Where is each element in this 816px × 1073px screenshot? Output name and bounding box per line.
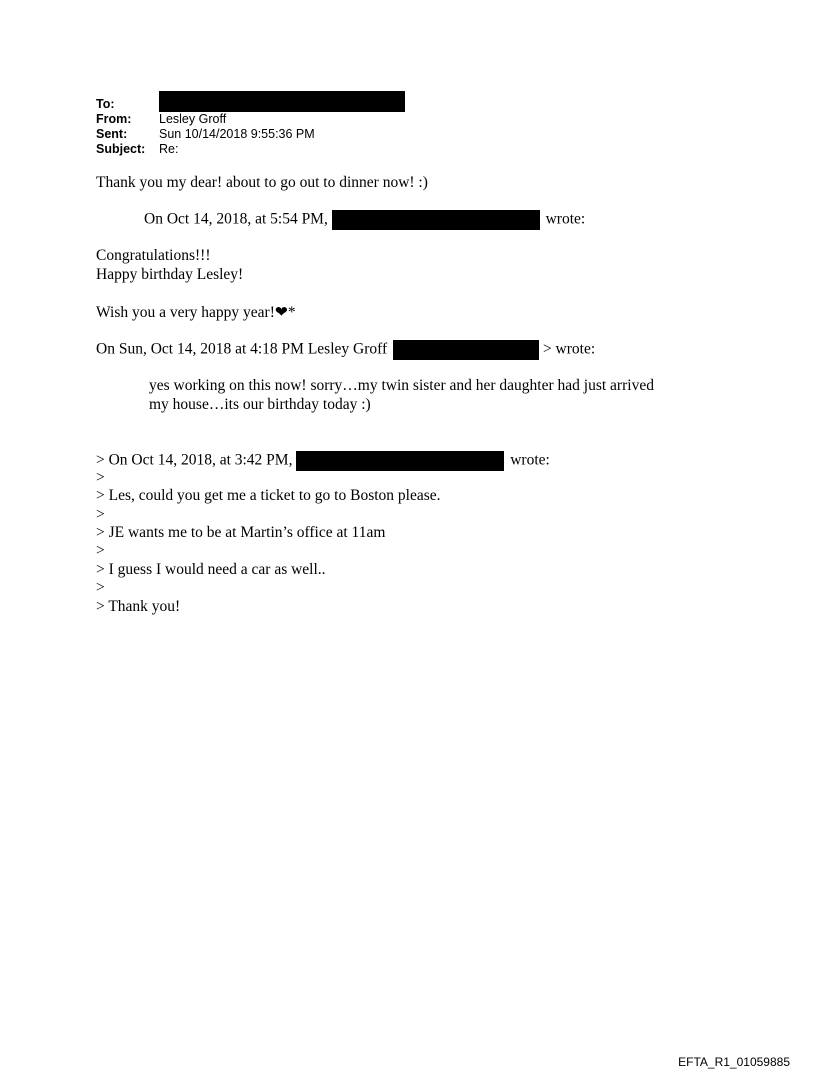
from-row (96, 112, 405, 127)
quote-header-2 (96, 340, 595, 360)
gt-line-4: > (96, 579, 105, 596)
wish-line: Wish you a very happy year!❤* (96, 304, 296, 321)
congrats-line: Congratulations!!! (96, 247, 211, 264)
quote3-prefix: > On Oct 14, 2018, at 3:42 PM, (96, 451, 293, 469)
redaction-to (159, 91, 405, 112)
from-label: From: (96, 112, 132, 126)
redaction-quote3 (296, 451, 504, 471)
email-header (96, 97, 405, 157)
orig-line-3: > I guess I would need a car as well.. (96, 561, 326, 578)
orig-line-2: > JE wants me to be at Martin’s office at 11am (96, 524, 386, 541)
gt-line-1: > (96, 469, 105, 486)
sent-row (96, 127, 405, 142)
gt-line-3: > (96, 542, 105, 559)
subject-row (96, 142, 405, 157)
orig-line-4: > Thank you! (96, 598, 181, 615)
groff-line-1: yes working on this now! sorry…my twin sister and her daughter had just arrived (149, 377, 654, 394)
quote-header-1 (144, 210, 585, 230)
redaction-quote2 (393, 340, 539, 360)
sent-label: Sent: (96, 127, 128, 141)
quote1-suffix: wrote: (545, 210, 586, 228)
document-id: EFTA_R1_01059885 (678, 1055, 790, 1069)
groff-line-2: my house…its our birthday today :) (149, 396, 371, 413)
reply-text: Thank you my dear! about to go out to dinner now! :) (96, 174, 428, 191)
sent-value: Sun 10/14/2018 9:55:36 PM (159, 127, 315, 141)
orig-line-1: > Les, could you get me a ticket to go to Boston please. (96, 487, 441, 504)
gt-line-2: > (96, 506, 105, 523)
happy-birthday-line: Happy birthday Lesley! (96, 266, 244, 283)
subject-value: Re: (159, 142, 179, 156)
from-value: Lesley Groff (159, 112, 227, 126)
quote-header-3 (96, 451, 550, 471)
quote2-suffix: > wrote: (542, 340, 596, 358)
quote2-prefix: On Sun, Oct 14, 2018 at 4:18 PM Lesley Groff (96, 340, 388, 358)
quote3-suffix: wrote: (510, 451, 550, 469)
quote1-prefix: On Oct 14, 2018, at 5:54 PM, (144, 210, 328, 228)
to-row (96, 97, 405, 112)
redaction-quote1 (332, 210, 540, 230)
subject-label: Subject: (96, 142, 146, 156)
to-label: To: (96, 97, 115, 111)
